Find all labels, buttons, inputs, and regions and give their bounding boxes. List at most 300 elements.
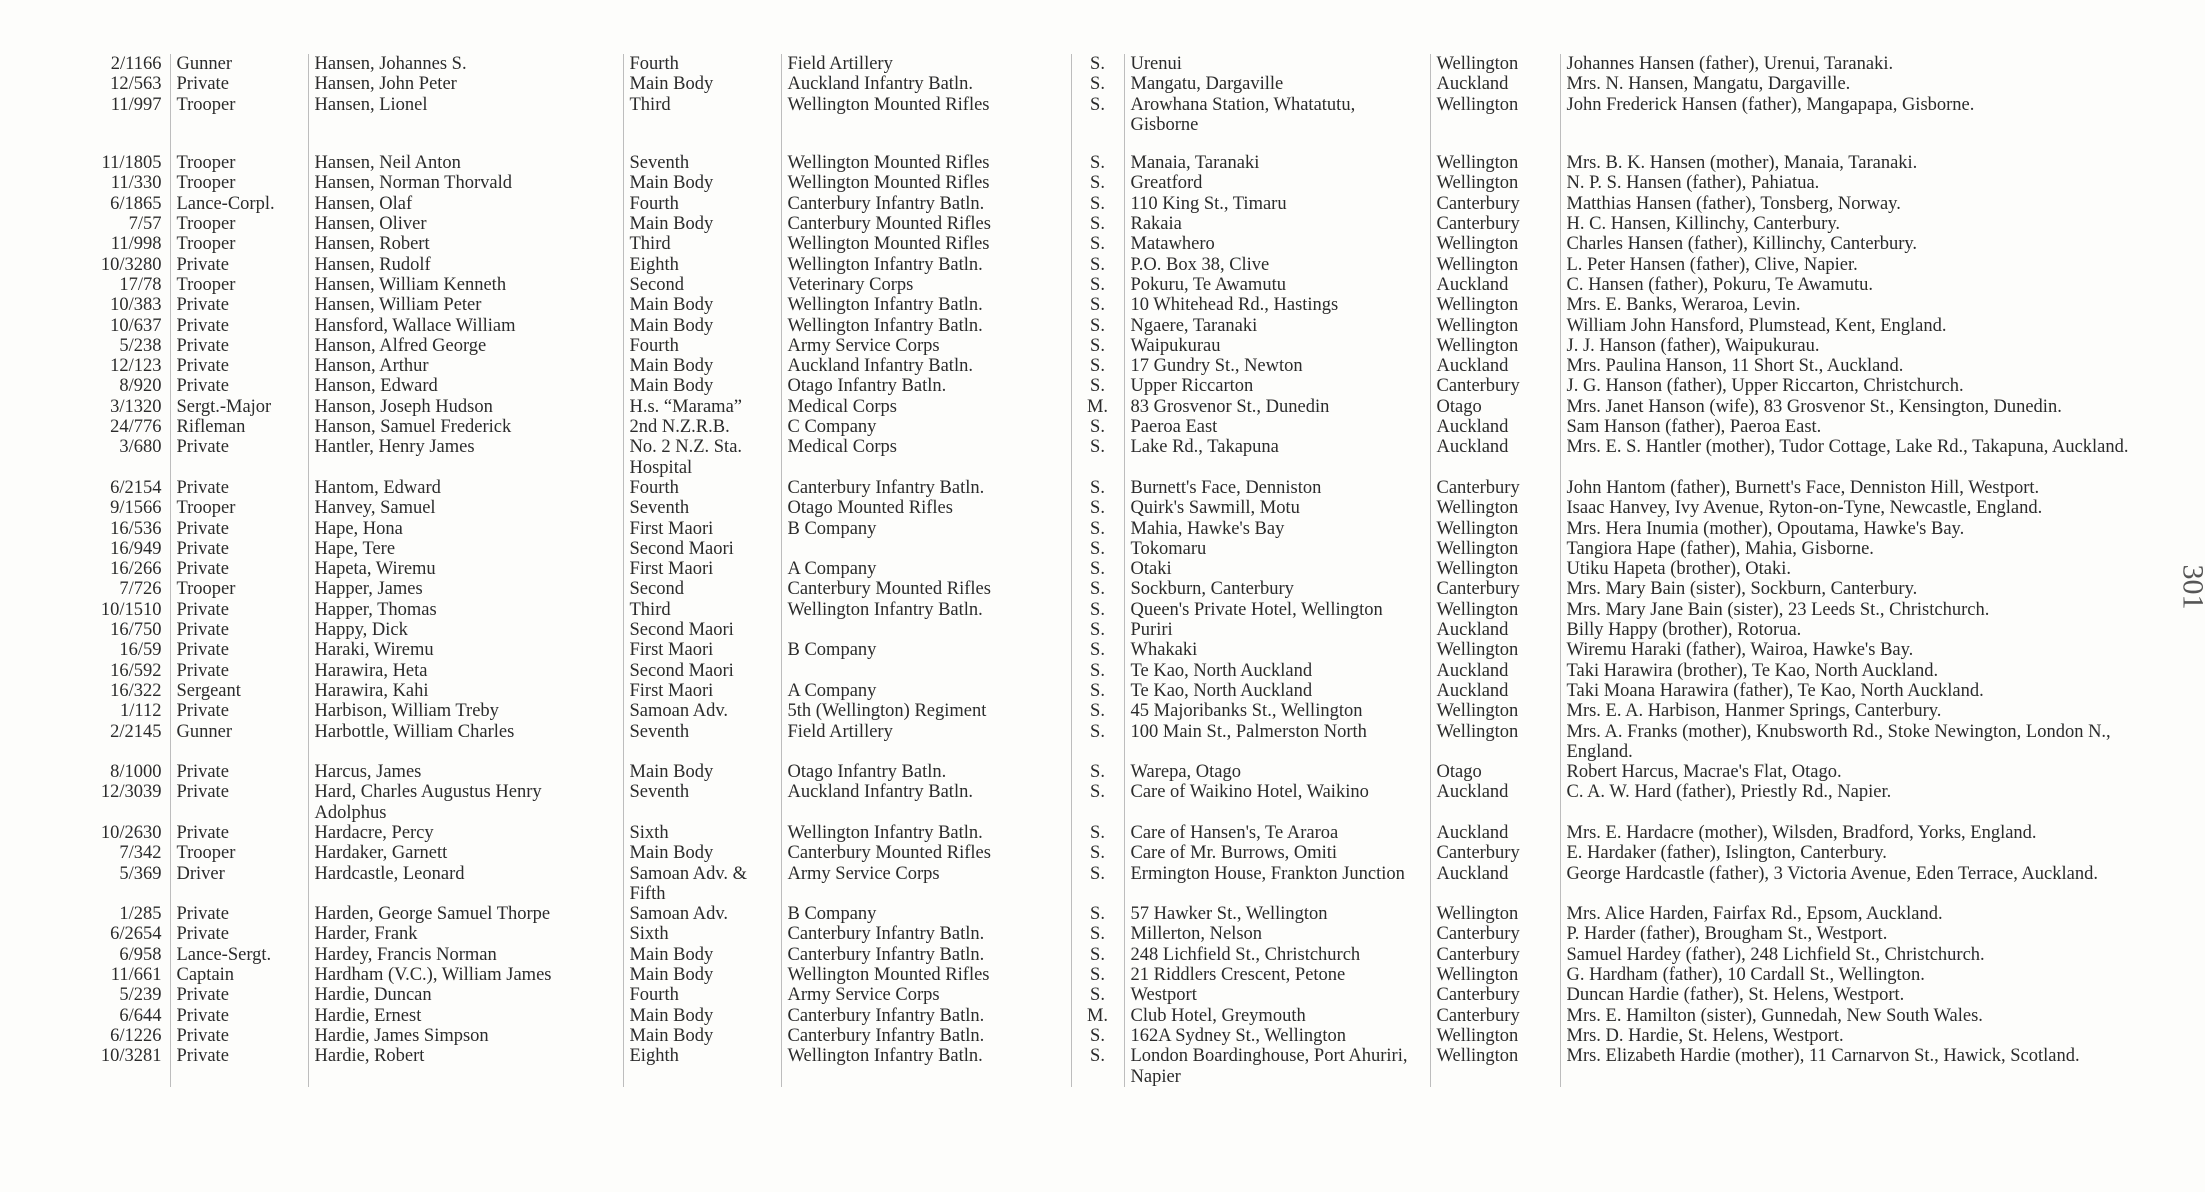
military-district-cell: Auckland — [1430, 74, 1560, 94]
rank-cell: Trooper — [170, 498, 308, 518]
table-row — [70, 356, 2135, 376]
military-district-cell: Auckland — [1430, 417, 1560, 437]
table-row — [70, 519, 2135, 539]
embarkation-draft-cell: First Maori — [623, 681, 781, 701]
service-number-cell: 12/563 — [110, 74, 162, 95]
unit-cell: Army Service Corps — [781, 336, 1071, 356]
table-row — [70, 965, 2135, 985]
military-district-cell: Wellington — [1430, 153, 1560, 173]
marital-status-cell: S. — [1071, 74, 1124, 94]
last-address-cell: Queen's Private Hotel, Wellington — [1124, 600, 1430, 620]
service-number-cell: 12/123 — [110, 356, 162, 377]
marital-status-cell: S. — [1071, 843, 1124, 863]
table-row — [70, 74, 2135, 94]
nominal-roll-table — [70, 54, 2135, 1087]
table-row — [70, 559, 2135, 579]
service-number-cell: 7/726 — [119, 579, 162, 600]
service-number-cell: 17/78 — [119, 274, 162, 295]
unit-cell: Wellington Infantry Batln. — [781, 600, 1071, 620]
military-district-cell: Canterbury — [1430, 945, 1560, 965]
table-row — [70, 843, 2135, 863]
last-address-cell: Greatford — [1124, 173, 1430, 193]
marital-status-cell: S. — [1071, 316, 1124, 336]
embarkation-draft-cell: Main Body — [623, 74, 781, 94]
next-of-kin-cell: Matthias Hansen (father), Tonsberg, Norway. — [1560, 194, 2135, 214]
next-of-kin-cell: Mrs. Hera Inumia (mother), Opoutama, Hawke's Bay. — [1560, 519, 2135, 539]
embarkation-draft-cell: Main Body — [623, 1026, 781, 1046]
military-district-cell: Canterbury — [1430, 478, 1560, 498]
military-district-cell: Wellington — [1430, 904, 1560, 924]
service-number-cell: 10/2630 — [100, 822, 162, 843]
unit-cell: Wellington Infantry Batln. — [781, 255, 1071, 275]
last-address-cell: Club Hotel, Greymouth — [1124, 1006, 1430, 1026]
soldier-name-cell: Hansen, Johannes S. — [308, 54, 623, 74]
military-district-cell: Wellington — [1430, 640, 1560, 660]
soldier-name-cell: Hape, Hona — [308, 519, 623, 539]
rank-cell: Sergt.-Major — [170, 397, 308, 417]
embarkation-draft-cell: Main Body — [623, 762, 781, 782]
last-address-cell: Waipukurau — [1124, 336, 1430, 356]
last-address-cell: 162A Sydney St., Wellington — [1124, 1026, 1430, 1046]
unit-cell: B Company — [781, 640, 1071, 660]
embarkation-draft-cell: Main Body — [623, 843, 781, 863]
table-row — [70, 153, 2135, 173]
last-address-cell: Rakaia — [1124, 214, 1430, 234]
table-row — [70, 275, 2135, 295]
embarkation-draft-cell: Second Maori — [623, 661, 781, 681]
military-district-cell: Wellington — [1430, 722, 1560, 763]
rank-cell: Private — [170, 539, 308, 559]
unit-cell: Wellington Infantry Batln. — [781, 316, 1071, 336]
rank-cell: Private — [170, 1006, 308, 1026]
embarkation-draft-cell: No. 2 N.Z. Sta. Hospital — [623, 437, 781, 478]
rank-cell: Trooper — [170, 214, 308, 234]
next-of-kin-cell: Tangiora Hape (father), Mahia, Gisborne. — [1560, 539, 2135, 559]
spacer-cell — [1071, 135, 1124, 153]
next-of-kin-cell: N. P. S. Hansen (father), Pahiatua. — [1560, 173, 2135, 193]
next-of-kin-cell: John Hantom (father), Burnett's Face, Denniston Hill, Westport. — [1560, 478, 2135, 498]
rank-cell: Private — [170, 255, 308, 275]
last-address-cell: Mahia, Hawke's Bay — [1124, 519, 1430, 539]
marital-status-cell: S. — [1071, 782, 1124, 823]
military-district-cell: Otago — [1430, 762, 1560, 782]
embarkation-draft-cell: Main Body — [623, 945, 781, 965]
embarkation-draft-cell: Third — [623, 95, 781, 136]
table-row — [70, 255, 2135, 275]
last-address-cell: Paeroa East — [1124, 417, 1430, 437]
service-number-cell: 10/3280 — [100, 254, 162, 275]
service-number-cell: 7/57 — [128, 214, 162, 235]
military-district-cell: Canterbury — [1430, 843, 1560, 863]
military-district-cell: Canterbury — [1430, 214, 1560, 234]
last-address-cell: 110 King St., Timaru — [1124, 194, 1430, 214]
rank-cell: Trooper — [170, 275, 308, 295]
military-district-cell: Canterbury — [1430, 579, 1560, 599]
next-of-kin-cell: Mrs. B. K. Hansen (mother), Manaia, Taranaki. — [1560, 153, 2135, 173]
unit-cell: Canterbury Infantry Batln. — [781, 1026, 1071, 1046]
marital-status-cell: S. — [1071, 620, 1124, 640]
table-row — [70, 864, 2135, 905]
unit-cell: Wellington Mounted Rifles — [781, 965, 1071, 985]
service-number-cell: 16/592 — [110, 660, 162, 681]
marital-status-cell: S. — [1071, 600, 1124, 620]
unit-cell: Veterinary Corps — [781, 275, 1071, 295]
soldier-name-cell: Haraki, Wiremu — [308, 640, 623, 660]
military-district-cell: Wellington — [1430, 701, 1560, 721]
next-of-kin-cell: Mrs. E. Hardacre (mother), Wilsden, Bradford, Yorks, England. — [1560, 823, 2135, 843]
rank-cell: Private — [170, 661, 308, 681]
soldier-name-cell: Hardacre, Percy — [308, 823, 623, 843]
unit-cell: Wellington Mounted Rifles — [781, 95, 1071, 136]
embarkation-draft-cell: Seventh — [623, 498, 781, 518]
service-number-cell: 11/1805 — [101, 153, 162, 174]
unit-cell: Otago Infantry Batln. — [781, 376, 1071, 396]
unit-cell: Field Artillery — [781, 54, 1071, 74]
next-of-kin-cell: H. C. Hansen, Killinchy, Canterbury. — [1560, 214, 2135, 234]
service-number-cell: 10/3281 — [100, 1046, 162, 1067]
rank-cell: Trooper — [170, 173, 308, 193]
embarkation-draft-cell: Sixth — [623, 823, 781, 843]
last-address-cell: Burnett's Face, Denniston — [1124, 478, 1430, 498]
unit-cell — [781, 661, 1071, 681]
row-spacer — [70, 135, 2135, 153]
next-of-kin-cell: Taki Harawira (brother), Te Kao, North Auckland. — [1560, 661, 2135, 681]
marital-status-cell: S. — [1071, 417, 1124, 437]
embarkation-draft-cell: Sixth — [623, 924, 781, 944]
unit-cell: Medical Corps — [781, 437, 1071, 478]
rank-cell: Private — [170, 316, 308, 336]
marital-status-cell: S. — [1071, 54, 1124, 74]
marital-status-cell: S. — [1071, 762, 1124, 782]
unit-cell — [781, 620, 1071, 640]
military-district-cell: Auckland — [1430, 823, 1560, 843]
table-row — [70, 762, 2135, 782]
table-row — [70, 1006, 2135, 1026]
military-district-cell: Auckland — [1430, 864, 1560, 905]
marital-status-cell: S. — [1071, 336, 1124, 356]
soldier-name-cell: Hanson, Edward — [308, 376, 623, 396]
soldier-name-cell: Harbottle, William Charles — [308, 722, 623, 763]
rank-cell: Driver — [170, 864, 308, 905]
military-district-cell: Auckland — [1430, 782, 1560, 823]
unit-cell: Canterbury Mounted Rifles — [781, 214, 1071, 234]
unit-cell: B Company — [781, 904, 1071, 924]
military-district-cell: Wellington — [1430, 255, 1560, 275]
table-row — [70, 681, 2135, 701]
table-row — [70, 295, 2135, 315]
table-row — [70, 985, 2135, 1005]
next-of-kin-cell: John Frederick Hansen (father), Mangapapa, Gisborne. — [1560, 95, 2135, 136]
unit-cell: Auckland Infantry Batln. — [781, 74, 1071, 94]
spacer-cell — [170, 135, 308, 153]
last-address-cell: Lake Rd., Takapuna — [1124, 437, 1430, 478]
soldier-name-cell: Harden, George Samuel Thorpe — [308, 904, 623, 924]
soldier-name-cell: Hardie, Robert — [308, 1046, 623, 1087]
military-district-cell: Auckland — [1430, 437, 1560, 478]
last-address-cell: 57 Hawker St., Wellington — [1124, 904, 1430, 924]
last-address-cell: Te Kao, North Auckland — [1124, 681, 1430, 701]
next-of-kin-cell: Mrs. E. A. Harbison, Hanmer Springs, Canterbury. — [1560, 701, 2135, 721]
unit-cell: Medical Corps — [781, 397, 1071, 417]
service-number-cell: 16/322 — [110, 680, 162, 701]
embarkation-draft-cell: Third — [623, 234, 781, 254]
soldier-name-cell: Hansen, Oliver — [308, 214, 623, 234]
military-district-cell: Wellington — [1430, 559, 1560, 579]
marital-status-cell: S. — [1071, 153, 1124, 173]
rank-cell: Private — [170, 376, 308, 396]
last-address-cell: Urenui — [1124, 54, 1430, 74]
last-address-cell: Tokomaru — [1124, 539, 1430, 559]
table-row — [70, 234, 2135, 254]
spacer-cell — [70, 135, 170, 153]
military-district-cell: Canterbury — [1430, 376, 1560, 396]
military-district-cell: Auckland — [1430, 620, 1560, 640]
table-row — [70, 661, 2135, 681]
unit-cell: Canterbury Infantry Batln. — [781, 945, 1071, 965]
embarkation-draft-cell: Main Body — [623, 295, 781, 315]
rank-cell: Private — [170, 985, 308, 1005]
unit-cell: 5th (Wellington) Regiment — [781, 701, 1071, 721]
service-number-cell: 11/998 — [110, 234, 162, 255]
service-number-cell: 11/661 — [110, 965, 162, 986]
rank-cell: Private — [170, 1046, 308, 1087]
marital-status-cell: S. — [1071, 579, 1124, 599]
embarkation-draft-cell: Main Body — [623, 965, 781, 985]
rank-cell: Private — [170, 559, 308, 579]
rank-cell: Lance-Corpl. — [170, 194, 308, 214]
rank-cell: Private — [170, 336, 308, 356]
embarkation-draft-cell: Main Body — [623, 214, 781, 234]
service-number-cell: 6/644 — [119, 1005, 162, 1026]
embarkation-draft-cell: First Maori — [623, 559, 781, 579]
service-number-cell: 6/958 — [119, 944, 162, 965]
rank-cell: Gunner — [170, 722, 308, 763]
service-number-cell: 10/1510 — [100, 599, 162, 620]
military-district-cell: Wellington — [1430, 600, 1560, 620]
embarkation-draft-cell: Second Maori — [623, 539, 781, 559]
table-row — [70, 722, 2135, 763]
next-of-kin-cell: Sam Hanson (father), Paeroa East. — [1560, 417, 2135, 437]
military-district-cell: Wellington — [1430, 316, 1560, 336]
last-address-cell: 21 Riddlers Crescent, Petone — [1124, 965, 1430, 985]
rank-cell: Private — [170, 74, 308, 94]
soldier-name-cell: Hansen, Robert — [308, 234, 623, 254]
next-of-kin-cell: Mrs. E. Hamilton (sister), Gunnedah, New South Wales. — [1560, 1006, 2135, 1026]
embarkation-draft-cell: Eighth — [623, 255, 781, 275]
embarkation-draft-cell: Seventh — [623, 782, 781, 823]
embarkation-draft-cell: Fourth — [623, 478, 781, 498]
next-of-kin-cell: Charles Hansen (father), Killinchy, Canterbury. — [1560, 234, 2135, 254]
soldier-name-cell: Hanson, Joseph Hudson — [308, 397, 623, 417]
service-number-cell: 6/1865 — [110, 193, 162, 214]
service-number-cell: 5/238 — [119, 335, 162, 356]
table-row — [70, 640, 2135, 660]
military-district-cell: Wellington — [1430, 539, 1560, 559]
unit-cell: Field Artillery — [781, 722, 1071, 763]
last-address-cell: Pokuru, Te Awamutu — [1124, 275, 1430, 295]
marital-status-cell: S. — [1071, 234, 1124, 254]
next-of-kin-cell: C. Hansen (father), Pokuru, Te Awamutu. — [1560, 275, 2135, 295]
last-address-cell: 100 Main St., Palmerston North — [1124, 722, 1430, 763]
marital-status-cell: S. — [1071, 1026, 1124, 1046]
table-row — [70, 1026, 2135, 1046]
unit-cell: Auckland Infantry Batln. — [781, 782, 1071, 823]
table-row — [70, 397, 2135, 417]
service-number-cell: 7/342 — [119, 843, 162, 864]
service-number-cell: 6/2654 — [110, 924, 162, 945]
embarkation-draft-cell: Samoan Adv. — [623, 904, 781, 924]
marital-status-cell: S. — [1071, 275, 1124, 295]
table-row — [70, 945, 2135, 965]
service-number-cell: 3/680 — [119, 437, 162, 458]
next-of-kin-cell: Mrs. Elizabeth Hardie (mother), 11 Carnarvon St., Hawick, Scotland. — [1560, 1046, 2135, 1087]
unit-cell: Canterbury Infantry Batln. — [781, 478, 1071, 498]
table-row — [70, 498, 2135, 518]
table-row — [70, 316, 2135, 336]
service-number-cell: 2/1166 — [110, 54, 162, 74]
rank-cell: Private — [170, 356, 308, 376]
table-row — [70, 95, 2135, 136]
rank-cell: Private — [170, 762, 308, 782]
next-of-kin-cell: Mrs. Paulina Hanson, 11 Short St., Auckland. — [1560, 356, 2135, 376]
marital-status-cell: S. — [1071, 945, 1124, 965]
spacer-cell — [1124, 135, 1430, 153]
service-number-cell: 16/536 — [110, 518, 162, 539]
last-address-cell: Sockburn, Canterbury — [1124, 579, 1430, 599]
table-row — [70, 620, 2135, 640]
table-row — [70, 924, 2135, 944]
embarkation-draft-cell: Main Body — [623, 316, 781, 336]
service-number-cell: 8/920 — [119, 376, 162, 397]
rank-cell: Private — [170, 519, 308, 539]
table-row — [70, 701, 2135, 721]
service-number-cell: 10/637 — [110, 315, 162, 336]
unit-cell: A Company — [781, 681, 1071, 701]
marital-status-cell: S. — [1071, 437, 1124, 478]
unit-cell: Canterbury Infantry Batln. — [781, 194, 1071, 214]
marital-status-cell: S. — [1071, 255, 1124, 275]
marital-status-cell: S. — [1071, 681, 1124, 701]
last-address-cell: Westport — [1124, 985, 1430, 1005]
soldier-name-cell: Hape, Tere — [308, 539, 623, 559]
service-number-cell: 1/285 — [119, 904, 162, 925]
soldier-name-cell: Hapeta, Wiremu — [308, 559, 623, 579]
last-address-cell: 83 Grosvenor St., Dunedin — [1124, 397, 1430, 417]
unit-cell: Canterbury Mounted Rifles — [781, 579, 1071, 599]
roll-body — [70, 54, 2135, 1087]
next-of-kin-cell: Mrs. Janet Hanson (wife), 83 Grosvenor St., Kensington, Dunedin. — [1560, 397, 2135, 417]
last-address-cell: Arowhana Station, Whatatutu, Gisborne — [1124, 95, 1430, 136]
soldier-name-cell: Hard, Charles Augustus Henry Adolphus — [308, 782, 623, 823]
unit-cell: A Company — [781, 559, 1071, 579]
rank-cell: Private — [170, 620, 308, 640]
unit-cell: Army Service Corps — [781, 985, 1071, 1005]
embarkation-draft-cell: Samoan Adv. & Fifth — [623, 864, 781, 905]
embarkation-draft-cell: Second Maori — [623, 620, 781, 640]
marital-status-cell: S. — [1071, 376, 1124, 396]
next-of-kin-cell: Wiremu Haraki (father), Wairoa, Hawke's Bay. — [1560, 640, 2135, 660]
soldier-name-cell: Hardie, Ernest — [308, 1006, 623, 1026]
rank-cell: Private — [170, 1026, 308, 1046]
last-address-cell: P.O. Box 38, Clive — [1124, 255, 1430, 275]
unit-cell — [781, 539, 1071, 559]
unit-cell: Wellington Infantry Batln. — [781, 1046, 1071, 1087]
next-of-kin-cell: Mrs. Mary Jane Bain (sister), 23 Leeds St., Christchurch. — [1560, 600, 2135, 620]
soldier-name-cell: Happer, James — [308, 579, 623, 599]
next-of-kin-cell: J. J. Hanson (father), Waipukurau. — [1560, 336, 2135, 356]
soldier-name-cell: Hansen, Lionel — [308, 95, 623, 136]
soldier-name-cell: Hansen, Neil Anton — [308, 153, 623, 173]
embarkation-draft-cell: Main Body — [623, 356, 781, 376]
next-of-kin-cell: Duncan Hardie (father), St. Helens, Westport. — [1560, 985, 2135, 1005]
embarkation-draft-cell: First Maori — [623, 519, 781, 539]
embarkation-draft-cell: Fourth — [623, 336, 781, 356]
last-address-cell: Quirk's Sawmill, Motu — [1124, 498, 1430, 518]
next-of-kin-cell: Taki Moana Harawira (father), Te Kao, North Auckland. — [1560, 681, 2135, 701]
rank-cell: Rifleman — [170, 417, 308, 437]
service-number-cell: 2/2145 — [110, 721, 162, 742]
spacer-cell — [781, 135, 1071, 153]
soldier-name-cell: Hanvey, Samuel — [308, 498, 623, 518]
service-number-cell: 1/112 — [120, 701, 162, 722]
service-number-cell: 5/369 — [119, 863, 162, 884]
marital-status-cell: S. — [1071, 559, 1124, 579]
rank-cell: Trooper — [170, 153, 308, 173]
service-number-cell: 12/3039 — [100, 782, 162, 803]
marital-status-cell: M. — [1071, 1006, 1124, 1026]
marital-status-cell: S. — [1071, 173, 1124, 193]
service-number-cell: 8/1000 — [110, 762, 162, 783]
rank-cell: Sergeant — [170, 681, 308, 701]
rank-cell: Private — [170, 701, 308, 721]
table-row — [70, 478, 2135, 498]
embarkation-draft-cell: Eighth — [623, 1046, 781, 1087]
table-row — [70, 54, 2135, 74]
marital-status-cell: S. — [1071, 478, 1124, 498]
soldier-name-cell: Happy, Dick — [308, 620, 623, 640]
unit-cell: Canterbury Infantry Batln. — [781, 1006, 1071, 1026]
embarkation-draft-cell: Third — [623, 600, 781, 620]
rank-cell: Trooper — [170, 579, 308, 599]
marital-status-cell: S. — [1071, 985, 1124, 1005]
military-district-cell: Otago — [1430, 397, 1560, 417]
embarkation-draft-cell: Samoan Adv. — [623, 701, 781, 721]
table-row — [70, 600, 2135, 620]
embarkation-draft-cell: Main Body — [623, 173, 781, 193]
marital-status-cell: S. — [1071, 214, 1124, 234]
table-row — [70, 417, 2135, 437]
embarkation-draft-cell: Second — [623, 579, 781, 599]
next-of-kin-cell: Mrs. E. Banks, Weraroa, Levin. — [1560, 295, 2135, 315]
rank-cell: Private — [170, 437, 308, 478]
table-row — [70, 782, 2135, 823]
next-of-kin-cell: Mrs. E. S. Hantler (mother), Tudor Cottage, Lake Rd., Takapuna, Auckland. — [1560, 437, 2135, 478]
next-of-kin-cell: Mrs. A. Franks (mother), Knubsworth Rd., Stoke Newington, London N., England. — [1560, 722, 2135, 763]
table-row — [70, 437, 2135, 478]
last-address-cell: Care of Hansen's, Te Araroa — [1124, 823, 1430, 843]
next-of-kin-cell: William John Hansford, Plumstead, Kent, England. — [1560, 316, 2135, 336]
military-district-cell: Wellington — [1430, 498, 1560, 518]
last-address-cell: Ngaere, Taranaki — [1124, 316, 1430, 336]
soldier-name-cell: Hansen, Olaf — [308, 194, 623, 214]
next-of-kin-cell: J. G. Hanson (father), Upper Riccarton, Christchurch. — [1560, 376, 2135, 396]
military-district-cell: Auckland — [1430, 681, 1560, 701]
next-of-kin-cell: Billy Happy (brother), Rotorua. — [1560, 620, 2135, 640]
table-row — [70, 823, 2135, 843]
rank-cell: Lance-Sergt. — [170, 945, 308, 965]
table-row — [70, 579, 2135, 599]
marital-status-cell: M. — [1071, 397, 1124, 417]
